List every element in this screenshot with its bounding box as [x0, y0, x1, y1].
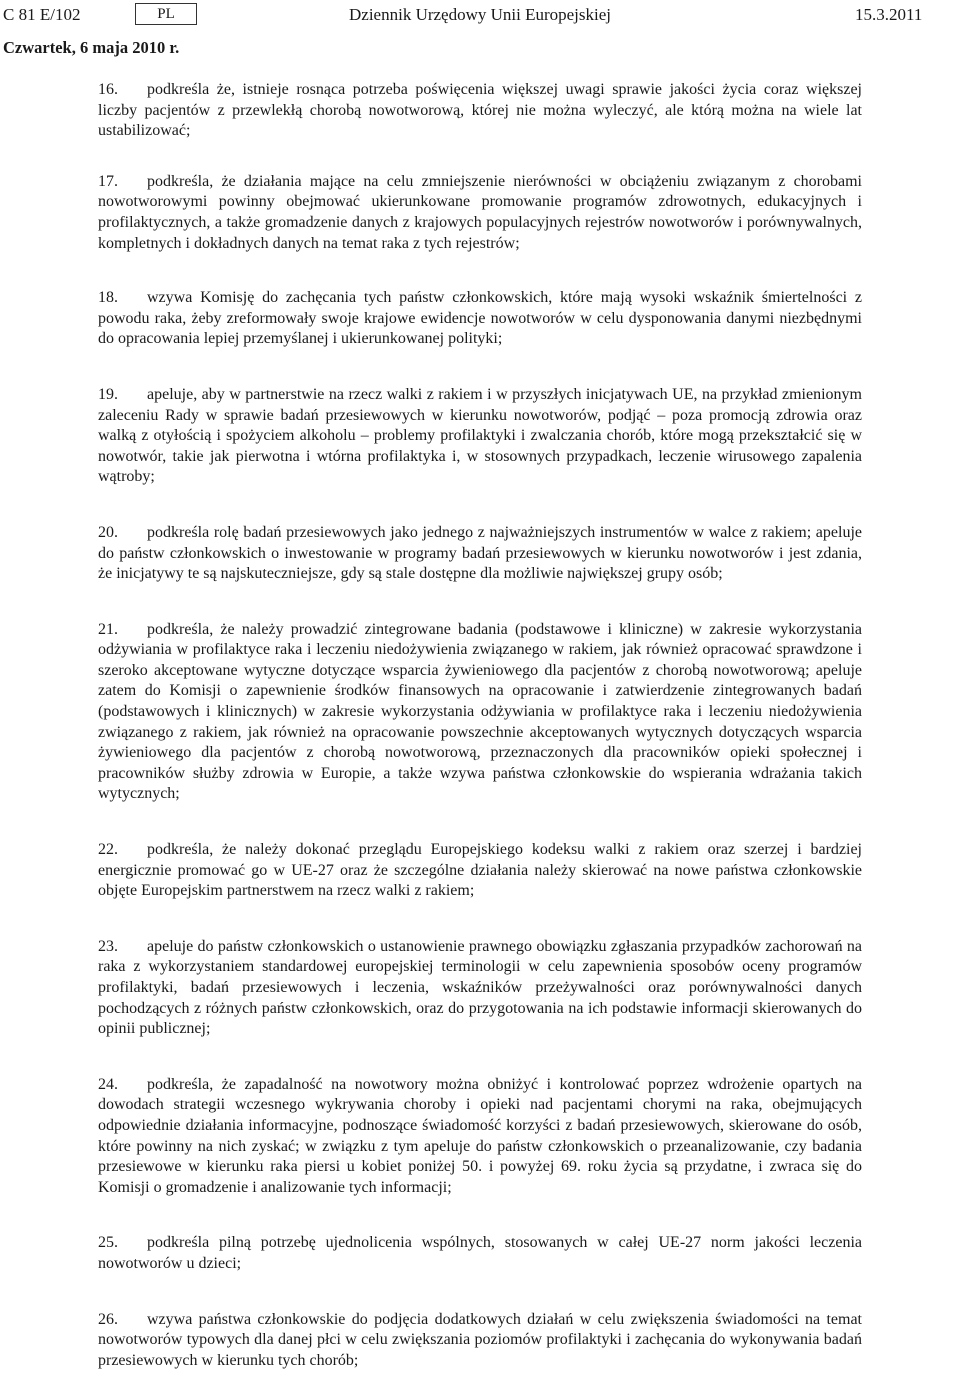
list-item	[98, 1233, 862, 1274]
list-item	[98, 80, 862, 142]
list-item	[98, 1310, 862, 1372]
item-text: podkreśla, że należy dokonać przeglądu Europejskiego kodeksu walki z rakiem oraz szerzej i bardziej energicznie promować go w UE-27 oraz że szczególne działania należy skierować na nowe państwa członkowskie objęte Europejskim partnerstwem na rzecz walki z rakiem;	[98, 841, 862, 900]
publication-date: 15.3.2011	[855, 5, 923, 24]
language-box: PL	[135, 3, 197, 25]
item-text: podkreśla, że działania mające na celu zmniejszenie nierówności w obciążeniu związanym z chorobami nowotworowymi powinny obejmować ukierunkowane promowanie programów zdrowotnych, edukacyjnych i profilaktycznych, a także gromadzenie danych z krajowych populacyjnych rejestrów nowotworów i porównywalnych, kompletnych i dokładnych danych na temat raka z tych rejestrów;	[98, 172, 862, 252]
item-number: 19.	[98, 385, 118, 403]
list-item	[98, 385, 862, 488]
journal-title: Dziennik Urzędowy Unii Europejskiej	[349, 5, 612, 24]
list-item	[98, 840, 862, 902]
item-text: podkreśla rolę badań przesiewowych jako jednego z najważniejszych instrumentów w walce z rakiem; apeluje do państw członkowskich o inwestowanie w programy badań przesiewowych w kierunku nowotworów i jest zdania, że inicjatywy te są najskuteczniejsze, gdy są stale dostępne dla możliwie największej grupy osób;	[98, 523, 862, 583]
item-number: 24.	[98, 1075, 118, 1093]
list-item	[98, 288, 862, 350]
item-text: wzywa państwa członkowskie do podjęcia dodatkowych działań w celu zwiększenia świadomości na temat nowotworów typowych dla danej płci w celu zwiększania poziomów profilaktyki i zachęcania do wykonywania badań przesiewowych w kierunku tych chorób;	[98, 1310, 862, 1369]
journal-reference: C 81 E/102	[3, 5, 81, 24]
list-item	[98, 172, 862, 254]
item-text: apeluje do państw członkowskich o ustanowienie prawnego obowiązku zgłaszania przypadków zachorowań na raka z wykorzystaniem standardowej europejskiej terminologii w celu zapewnienia sposobów oceny programów profilaktyki, badań przesiewowych i leczenia, wskaźników przeżywalności oraz porównywalności danych pochodzących z różnych państw członkowskich, oraz do przygotowania na ich podstawie informacji skierowanych do opinii publicznej;	[98, 937, 862, 1038]
item-number: 16.	[98, 81, 118, 98]
item-text: wzywa Komisję do zachęcania tych państw członkowskich, które mają wysoki wskaźnik śmiertelności z powodu raka, żeby zreformowały swoje krajowe ewidencje nowotworów w celu dysponowania danymi niezbędnymi do opracowania lepiej przemyślanej i ukierunkowanej polityki;	[98, 289, 862, 348]
item-number: 25.	[98, 1234, 118, 1252]
item-number: 22.	[98, 841, 118, 859]
item-number: 21.	[98, 620, 118, 638]
item-number: 26.	[98, 1310, 118, 1328]
item-text: podkreśla pilną potrzebę ujednolicenia wspólnych, stosowanych w całej UE-27 norm jakości leczenia nowotworów u dzieci;	[98, 1234, 862, 1272]
item-number: 20.	[98, 523, 118, 541]
item-number: 23.	[98, 937, 118, 955]
session-date: Czwartek, 6 maja 2010 r.	[3, 38, 180, 57]
item-number: 17.	[98, 172, 118, 190]
list-item	[98, 1075, 862, 1199]
list-item	[98, 620, 862, 805]
item-text: apeluje, aby w partnerstwie na rzecz walki z rakiem i w przyszłych inicjatywach UE, na przykład zmienionym zaleceniu Rady w sprawie badań przesiewowych w kierunku nowotworów, podjąć – poza promocją zdrowia oraz walką z otyłością i spożyciem alkoholu – problemy profilaktyki i zwalczania chorób, które mogą przekształcić się w nowotwór, takie jak pierwotna i wtórna profilaktyka i, w stosownych przypadkach, leczenie wirusowego zapalenia wątroby;	[98, 385, 862, 486]
list-item	[98, 937, 862, 1040]
list-item	[98, 523, 862, 585]
item-number: 18.	[98, 289, 118, 307]
item-text: podkreśla, że należy prowadzić zintegrowane badania (podstawowe i kliniczne) w zakresie wykorzystania odżywiania w profilaktyce raka i leczeniu niedożywienia związanego w rakiem, jak również opracować sprawdzone i szeroko akceptowane wytyczne dotyczące wsparcia żywieniowego dla pacjentów z chorobą nowotworową; apeluje zatem do Komisji o zapewnienie środków finansowych na opracowanie i zatwierdzenie zintegrowanych badań (podstawowych i klinicznych) w zakresie wykorzystania odżywiania w profilaktyce raka i leczeniu niedożywienia związanego z rakiem, jak również na opracowanie powszechnie akceptowanych wytycznych dotyczących wsparcia żywieniowego dla pacjentów z chorobą nowotworową, przeznaczonych dla pracowników opieki społecznej i pracowników służby zdrowia w Europie, a także wzywa państwa członkowskie do wspierania wdrażania takich wytycznych;	[98, 620, 862, 803]
page-header	[0, 3, 960, 27]
item-text: podkreśla, że zapadalność na nowotwory można obniżyć i kontrolować poprzez wdrożenie opartych na dowodach strategii wczesnego wykrywania choroby i opieki nad pacjentami chorymi na raka, obejmujących odpowiednie działania informacyjne, podnoszące świadomość korzyści z badań przesiewowych, skierowane do osób, które powinny na nich zyskać; w związku z tym apeluje do państw członkowskich o przeanalizowanie, czy badania przesiewowe w kierunku raka piersi u kobiet poniżej 50. i powyżej 69. roku życia są przydatne, i zwraca się do Komisji o gromadzenie i analizowanie tych informacji;	[98, 1075, 862, 1196]
item-text: podkreśla że, istnieje rosnąca potrzeba poświęcenia większej uwagi sprawie jakości życia coraz większej liczby pacjentów z przewlekłą chorobą nowotworową, której nie można wyleczyć, ale którą można na wiele lat ustabilizować;	[98, 81, 862, 140]
resolution-items	[98, 80, 862, 1371]
